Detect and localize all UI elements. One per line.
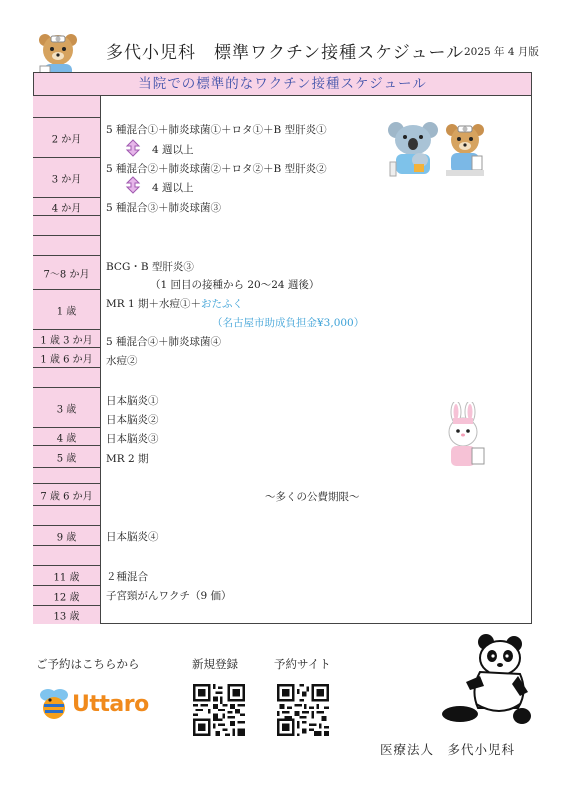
- uttaro-logo[interactable]: [36, 686, 156, 722]
- vaccine-line-11y: ２種混合: [106, 571, 148, 583]
- bear-nurse-icon: [442, 120, 488, 180]
- bee-icon: [36, 686, 72, 722]
- age-cell-blank: [33, 216, 101, 236]
- rabbit-nurse-icon: [438, 402, 492, 472]
- vaccine-line-3y-a: 日本脳炎①: [106, 395, 159, 407]
- qr-code-reserve-site[interactable]: [277, 684, 329, 736]
- panda-icon: [440, 632, 532, 728]
- age-cell: 4 歳: [33, 428, 101, 446]
- edition-label: 2025 年 4 月版: [464, 46, 539, 58]
- interval-note: 4 週以上: [152, 144, 194, 156]
- schedule-banner: 当院での標準的なワクチン接種スケジュール: [33, 72, 532, 96]
- age-cell: 1 歳: [33, 290, 101, 330]
- vaccine-line-1y6m: 水痘②: [106, 355, 138, 367]
- double-arrow-icon: [125, 139, 141, 157]
- age-cell: 9 歳: [33, 526, 101, 546]
- vaccine-line-7m: BCG・B 型肝炎③: [106, 261, 194, 273]
- vaccine-line-3m: 5 種混合②＋肺炎球菌②＋ロタ②＋B 型肝炎②: [106, 163, 327, 175]
- age-cell-blank: [33, 236, 101, 256]
- age-cell: 5 歳: [33, 446, 101, 468]
- age-cell: 13 歳: [33, 606, 101, 624]
- age-cell-blank: [33, 468, 101, 484]
- vaccine-line-4m: 5 種混合③＋肺炎球菌③: [106, 202, 222, 214]
- vaccine-note-7m: （1 回目の接種から 20～24 週後）: [150, 279, 320, 291]
- vaccine-line-12y: 子宮頸がんワクチ（9 価）: [106, 590, 232, 602]
- clinic-name: 医療法人 多代小児科: [380, 742, 516, 757]
- new-register-label: 新規登録: [192, 657, 238, 671]
- vaccine-line-4y: 日本脳炎③: [106, 433, 159, 445]
- age-cell: 3 歳: [33, 388, 101, 428]
- age-column: [33, 96, 102, 624]
- age-cell: 1 歳 3 か月: [33, 330, 101, 348]
- age-cell: 3 か月: [33, 158, 101, 198]
- age-cell-blank: [33, 368, 101, 388]
- age-cell-blank: [33, 96, 101, 118]
- mumps-link: おたふく: [201, 298, 244, 310]
- vaccine-line-9y: 日本脳炎④: [106, 531, 159, 543]
- reservation-label: ご予約はこちらから: [36, 657, 140, 671]
- double-arrow-icon: [125, 176, 141, 194]
- vaccine-line-1y3m: 5 種混合④＋肺炎球菌④: [106, 336, 222, 348]
- age-cell: 2 か月: [33, 118, 101, 158]
- age-cell: 11 歳: [33, 566, 101, 586]
- subsidy-note: （名古屋市助成負担金¥3,000）: [212, 317, 365, 329]
- age-cell: 12 歳: [33, 586, 101, 606]
- interval-note: 4 週以上: [152, 182, 194, 194]
- vaccine-line-5y: MR 2 期: [106, 453, 149, 465]
- age-cell: 7 歳 6 か月: [33, 484, 101, 506]
- vaccine-line-3y-b: 日本脳炎②: [106, 414, 159, 426]
- brand-name: Uttaro: [72, 692, 149, 717]
- age-cell: 7～8 か月: [33, 256, 101, 290]
- qr-code-new-register[interactable]: [193, 684, 245, 736]
- vaccine-text: MR 1 期＋水痘①＋: [106, 298, 202, 310]
- age-cell-blank: [33, 546, 101, 566]
- vaccine-line-2m: 5 種混合①＋肺炎球菌①＋ロタ①＋B 型肝炎①: [106, 124, 327, 136]
- age-cell: 1 歳 6 か月: [33, 348, 101, 368]
- age-cell: 4 か月: [33, 198, 101, 216]
- age-cell-blank: [33, 506, 101, 526]
- subsidy-deadline-note: ～多くの公費期限～: [265, 491, 360, 503]
- vaccine-line-1y: [106, 296, 243, 311]
- page-title: 多代小児科 標準ワクチン接種スケジュール: [106, 43, 465, 63]
- koala-family-icon: [386, 118, 444, 180]
- reserve-site-label: 予約サイト: [274, 657, 331, 671]
